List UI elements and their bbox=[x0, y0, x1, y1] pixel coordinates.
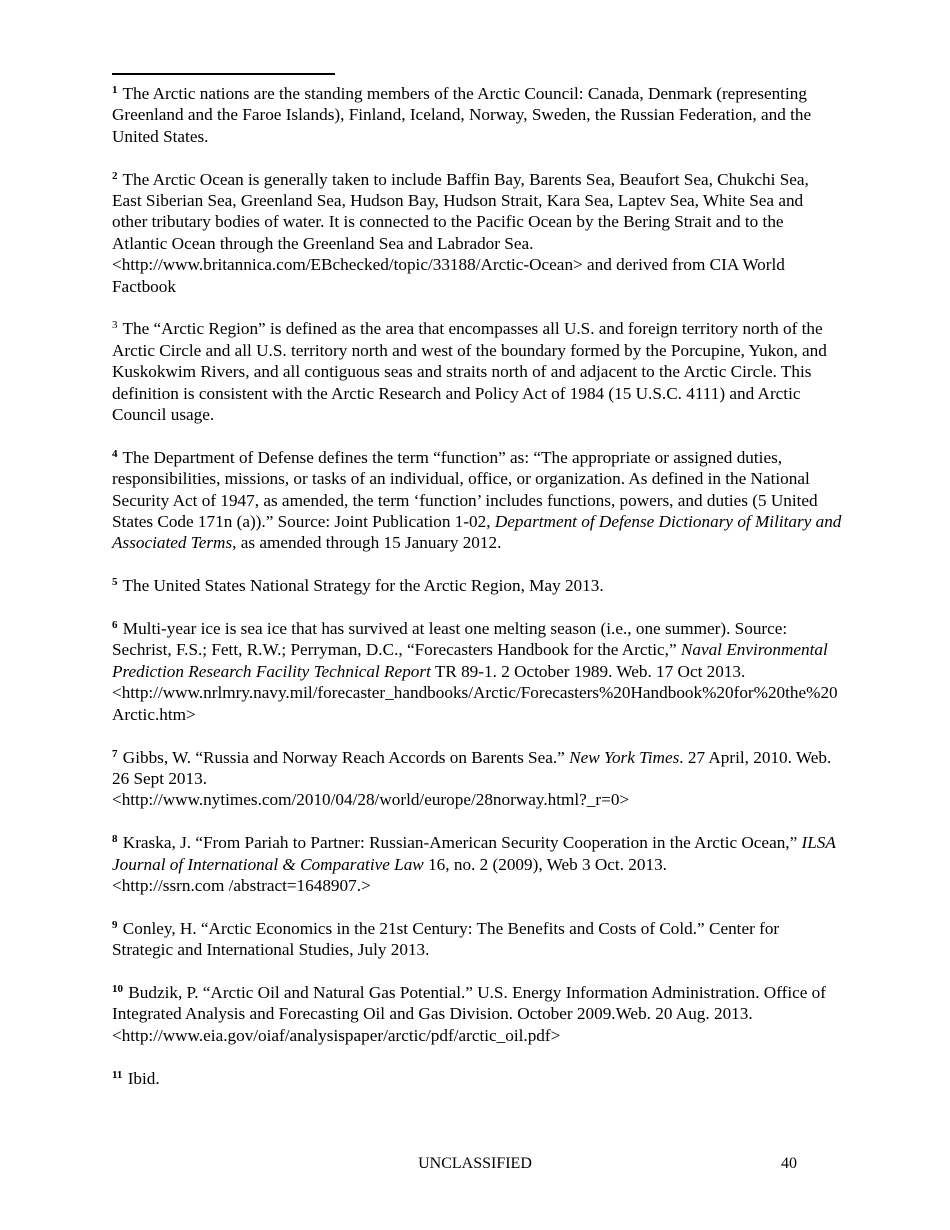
footnote bbox=[112, 918, 842, 961]
footnote-text: <http://www.britannica.com/EBchecked/topic/33188/Arctic-Ocean> and derived from CIA World Factbook bbox=[112, 255, 785, 296]
footnote bbox=[112, 747, 842, 811]
footnote bbox=[112, 575, 842, 596]
footnote-text: The Arctic Ocean is generally taken to include Baffin Bay, Barents Sea, Beaufort Sea, Chukchi Sea, East Siberian Sea, Greenland Sea, Hudson Bay, Hudson Strait, Kara Sea, Laptev Sea, White Sea and other tributary bodies of water. It is connected to the Pacific Ocean by the Bering Strait and to the Atlantic Ocean through the Greenland Sea and Labrador Sea. bbox=[112, 169, 809, 253]
footnote-text: The Department of Defense defines the term “function” as: “The appropriate or assigned duties, responsibilities, missions, or tasks of an individual, office, or organization. As defined in the National Security Act of 1947, as amended, the term ‘function’ includes functions, powers, and duties (5 United States Code 171n (a)).” Source: Joint Publication 1-02, bbox=[112, 447, 818, 532]
footnote-text: as amended through 15 January 2012. bbox=[236, 533, 502, 553]
footnote-number: 10 bbox=[112, 982, 123, 995]
classification-marking: UNCLASSIFIED bbox=[418, 1155, 532, 1172]
footnote-number: 11 bbox=[112, 1068, 123, 1081]
footnote-number: 7 bbox=[112, 747, 118, 760]
footnote bbox=[112, 832, 842, 896]
footnote-number: 3 bbox=[112, 319, 118, 332]
footnote-italic-title: ILSA Journal of International & Comparative Law bbox=[112, 833, 836, 874]
footnotes-list bbox=[112, 83, 842, 1110]
footnote-text: The United States National Strategy for the Arctic Region, May 2013. bbox=[122, 576, 604, 596]
footnote-text: . 27 April, 2010. Web. 26 Sept 2013. bbox=[112, 747, 832, 788]
footnote-italic-title: Naval Environmental Prediction Research Facility Technical Report bbox=[112, 640, 828, 681]
footnote-text: <http://www.nytimes.com/2010/04/28/world/europe/28norway.html?_r=0> bbox=[112, 790, 630, 810]
footnote-number: 1 bbox=[112, 84, 118, 96]
footnote-text: <http://www.nrlmry.navy.mil/forecaster_handbooks/Arctic/Forecasters%20Handbook%20for%20the%20Arctic.htm> bbox=[112, 683, 838, 724]
footnote-italic-title: New York Times bbox=[569, 747, 680, 767]
footnote-text: Multi-year ice is sea ice that has survived at least one melting season (i.e., one summer). Source: Sechrist, F.S.; Fett, R.W.; Perryman, D.C., “Forecasters Handbook for the Arctic,” bbox=[112, 619, 788, 660]
footnote bbox=[112, 169, 842, 297]
footnote bbox=[112, 982, 842, 1046]
footnote-text: Budzik, P. “Arctic Oil and Natural Gas Potential.” U.S. Energy Information Administration. Office of Integrated Analysis and Forecasting Oil and Gas Division. October 2009.Web. 20 Aug. 2013. <http://www.eia.gov/oiaf/analysispaper/arctic/pdf/arctic_oil.pdf> bbox=[112, 982, 826, 1045]
footnote bbox=[112, 447, 842, 554]
footnote-number: 6 bbox=[112, 619, 118, 632]
footnote-text: Kraska, J. “From Pariah to Partner: Russian-American Security Cooperation in the Arctic Ocean,” bbox=[122, 833, 802, 853]
footnote-italic-title: Department of Defense Dictionary of Military and Associated Terms, bbox=[112, 512, 842, 553]
footnote-text: <http://ssrn.com /abstract=1648907.> bbox=[112, 875, 371, 895]
footnote-number: 2 bbox=[112, 169, 118, 182]
footnote-number: 9 bbox=[112, 918, 118, 931]
footnote bbox=[112, 318, 842, 425]
footnote-number: 8 bbox=[112, 833, 118, 846]
page-number: 40 bbox=[781, 1155, 797, 1172]
footnote-text: Ibid. bbox=[127, 1068, 160, 1088]
footnote-separator-rule bbox=[112, 73, 335, 75]
footnote-text: Gibbs, W. “Russia and Norway Reach Accords on Barents Sea.” bbox=[122, 747, 570, 767]
footnote bbox=[112, 83, 842, 147]
footnote bbox=[112, 1068, 842, 1089]
footnote-text: The “Arctic Region” is defined as the area that encompasses all U.S. and foreign territory north of the Arctic Circle and all U.S. territory north and west of the boundary formed by the Porcupine, Yukon, and Kuskokwim Rivers, and all contiguous seas and straits north of and adjacent to the Arctic Circle. This definition is consistent with the Arctic Research and Policy Act of 1984 (15 U.S.C. 4111) and Arctic Council usage. bbox=[112, 319, 827, 425]
footnote-text: 16, no. 2 (2009), Web 3 Oct. 2013. bbox=[423, 854, 667, 874]
footnote-text: Conley, H. “Arctic Economics in the 21st Century: The Benefits and Costs of Cold.” Center for Strategic and International Studies, July 2013. bbox=[112, 918, 780, 960]
footnote-number: 4 bbox=[112, 447, 118, 460]
footnote-text: The Arctic nations are the standing members of the Arctic Council: Canada, Denmark (representing Greenland and the Faroe Islands), Finland, Iceland, Norway, Sweden, the Russian Federation, and the United States. bbox=[112, 84, 812, 146]
footnote-text: TR 89-1. 2 October 1989. Web. 17 Oct 2013. bbox=[430, 661, 746, 681]
footnote bbox=[112, 618, 842, 725]
footnote-number: 5 bbox=[112, 576, 118, 589]
